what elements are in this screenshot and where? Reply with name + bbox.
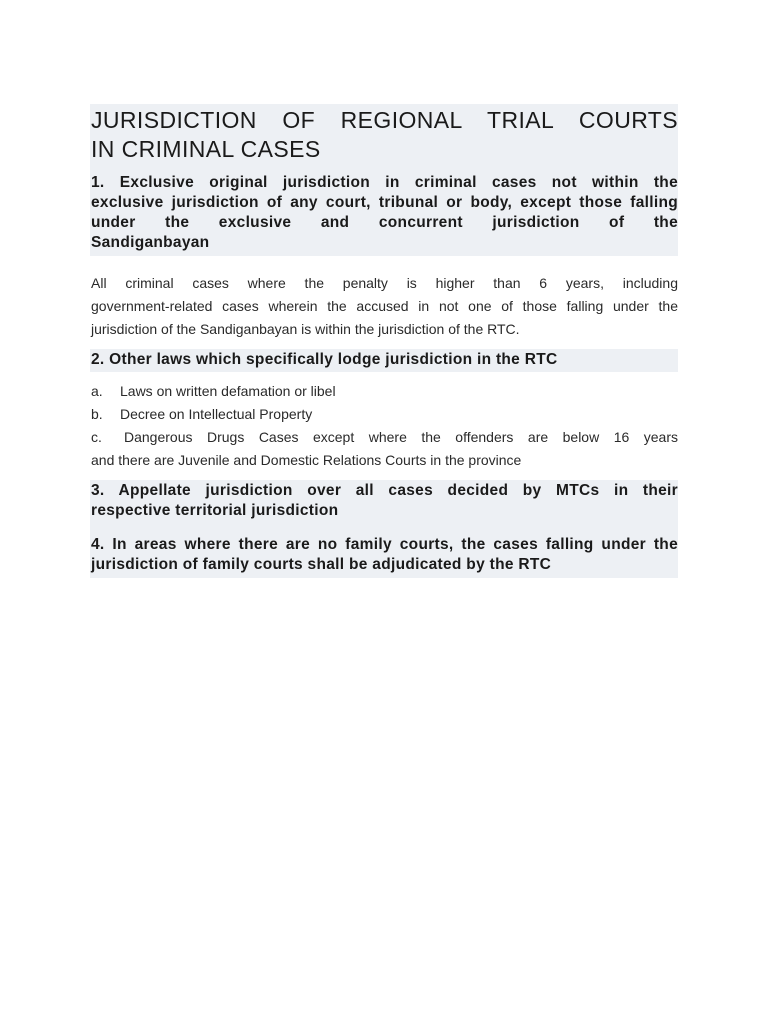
section-2-heading — [90, 350, 678, 371]
paragraph-criminal-cases — [90, 272, 678, 341]
title-line-1: JURISDICTION OF REGIONAL TRIAL COURTS — [91, 107, 678, 133]
title-line-2: IN CRIMINAL CASES — [91, 136, 321, 162]
paragraph-1-line-1: All criminal cases where the penalty is higher than 6 years, including — [91, 275, 678, 291]
section-1-heading — [90, 173, 678, 254]
paragraph-1-line-2: government-related cases wherein the accused in not one of those falling under the — [91, 298, 678, 314]
section-1-line-1: 1. Exclusive original jurisdiction in criminal cases not within the — [91, 174, 678, 191]
section-1-line-2: exclusive jurisdiction of any court, tribunal or body, except those falling — [91, 194, 678, 211]
list-marker: a. — [91, 383, 103, 399]
list-item — [90, 380, 678, 403]
section-1-line-3: under the exclusive and concurrent jurisdiction of the — [91, 214, 678, 231]
section-3-line-1: 3. Appellate jurisdiction over all cases decided by MTCs in their — [91, 482, 678, 499]
list-item-text: Dangerous Drugs Cases except where the offenders are below 16 years — [124, 429, 678, 445]
list-item — [90, 403, 678, 426]
section-3-block — [90, 480, 678, 523]
section-3-heading — [90, 481, 678, 522]
laws-list — [90, 380, 678, 472]
list-item-c-line-2: and there are Juvenile and Domestic Relations Courts in the province — [91, 452, 522, 468]
section-2-block — [90, 349, 678, 372]
section-spacer — [90, 523, 678, 535]
list-marker: c. — [91, 429, 102, 445]
paragraph-1-line-3: jurisdiction of the Sandiganbayan is within the jurisdiction of the RTC. — [91, 321, 520, 337]
list-item — [90, 426, 678, 472]
list-item-c-line-1 — [91, 426, 678, 449]
section-1-line-4: Sandiganbayan — [91, 234, 210, 251]
document-title — [90, 104, 678, 164]
list-marker: b. — [91, 406, 103, 422]
section-4-line-1: 4. In areas where there are no family courts, the cases falling under the — [91, 536, 678, 553]
section-4-heading — [90, 535, 678, 576]
section-4-line-2: jurisdiction of family courts shall be adjudicated by the RTC — [91, 556, 552, 573]
section-3-line-2: respective territorial jurisdiction — [91, 502, 339, 519]
document-page — [90, 104, 678, 578]
title-block — [90, 104, 678, 256]
section-2-line-1: 2. Other laws which specifically lodge jurisdiction in the RTC — [91, 351, 558, 368]
list-item-text: Decree on Intellectual Property — [120, 406, 313, 422]
list-item-text: Laws on written defamation or libel — [120, 383, 336, 399]
section-4-block — [90, 535, 678, 578]
